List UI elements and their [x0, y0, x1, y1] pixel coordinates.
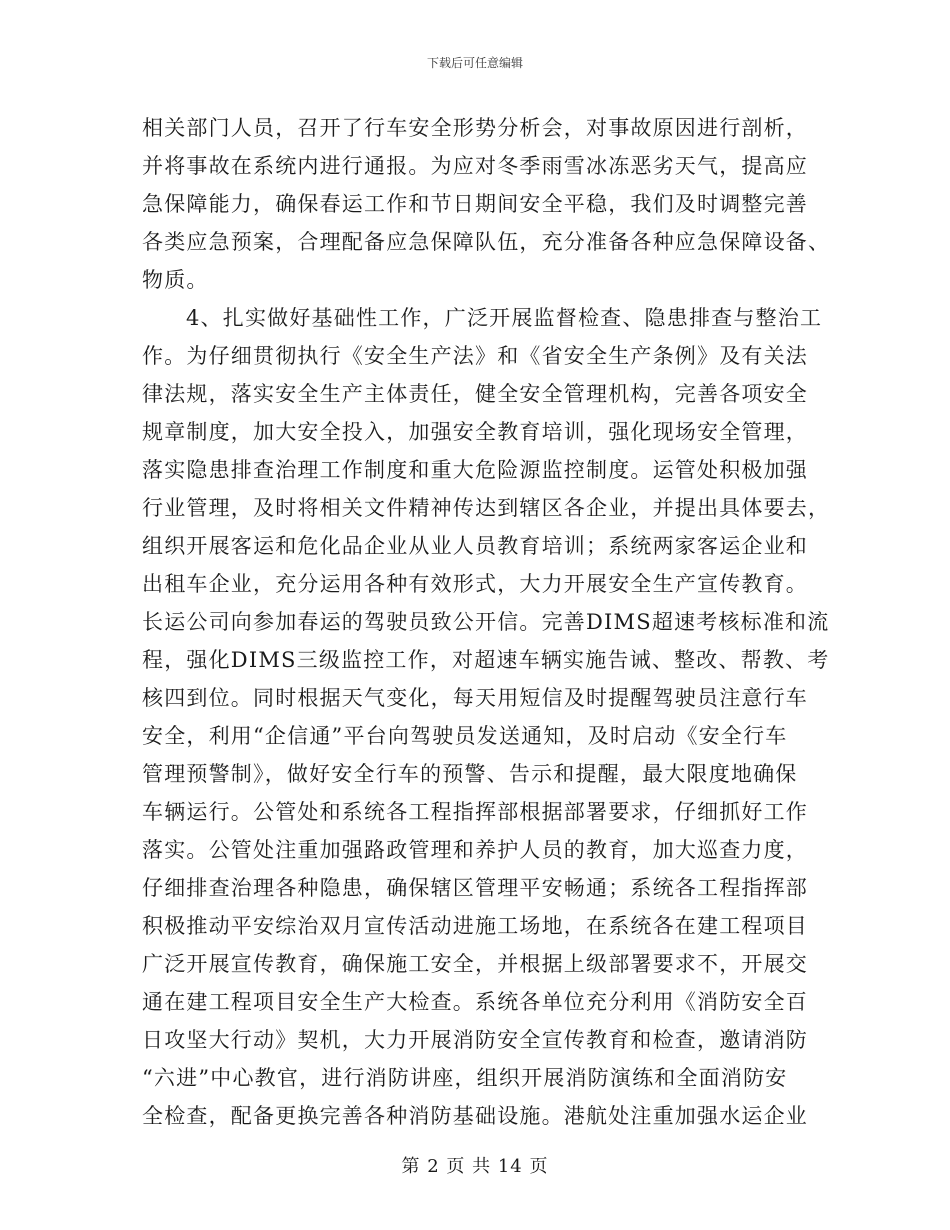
text-line: 行业管理，及时将相关文件精神传达到辖区各企业，并提出具体要去，	[142, 496, 831, 520]
text-line: 急保障能力，确保春运工作和节日期间安全平稳，我们及时调整完善	[142, 192, 808, 216]
text-line: 长运公司向参加春运的驾驶员致公开信。完善DIMS超速考核标准和流	[142, 610, 830, 634]
text-line: 安全，利用“企信通”平台向驾驶员发送通知，及时启动《安全行车	[142, 724, 788, 748]
text-line: 管理预警制》，做好安全行车的预警、告示和提醒，最大限度地确保	[142, 762, 798, 786]
document-body	[142, 109, 831, 1135]
text-line: 出租车企业，充分运用各种有效形式，大力开展安全生产宣传教育。	[142, 572, 808, 596]
text-line: 仔细排查治理各种隐患，确保辖区管理平安畅通；系统各工程指挥部	[142, 876, 808, 900]
text-line: 全检查，配备更换完善各种消防基础设施。港航处注重加强水运企业	[142, 1104, 808, 1128]
page-number: 第 2 页 共 14 页	[401, 1156, 549, 1177]
text-line: 规章制度，加大安全投入，加强安全教育培训，强化现场安全管理，	[142, 420, 808, 444]
text-line: 并将事故在系统内进行通报。为应对冬季雨雪冰冻恶劣天气，提高应	[142, 154, 808, 178]
text-line: 律法规，落实安全生产主体责任，健全安全管理机构，完善各项安全	[142, 382, 808, 406]
text-line: 车辆运行。公管处和系统各工程指挥部根据部署要求，仔细抓好工作	[142, 800, 808, 824]
text-line: 相关部门人员，召开了行车安全形势分析会，对事故原因进行剖析，	[142, 116, 808, 140]
paragraph-start-line: 4、扎实做好基础性工作，广泛开展监督检查、隐患排查与整治工	[186, 306, 823, 330]
text-line: 作。为仔细贯彻执行《安全生产法》和《省安全生产条例》及有关法	[142, 344, 808, 368]
text-line: “六进”中心教官，进行消防讲座，组织开展消防演练和全面消防安	[142, 1066, 788, 1090]
text-line: 落实。公管处注重加强路政管理和养护人员的教育，加大巡查力度，	[142, 838, 808, 862]
text-line: 通在建工程项目安全生产大检查。系统各单位充分利用《消防安全百	[142, 990, 808, 1014]
text-line: 核四到位。同时根据天气变化，每天用短信及时提醒驾驶员注意行车	[142, 686, 808, 710]
text-line: 日攻坚大行动》契机，大力开展消防安全宣传教育和检查，邀请消防	[142, 1028, 808, 1052]
text-line: 程，强化DIMS三级监控工作，对超速车辆实施告诫、整改、帮教、考	[142, 648, 830, 672]
text-line: 各类应急预案，合理配备应急保障队伍，充分准备各种应急保障设备、	[142, 230, 831, 254]
page-header-note: 下载后可任意编辑	[426, 56, 523, 70]
text-line: 组织开展客运和危化品企业从业人员教育培训；系统两家客运企业和	[142, 534, 808, 558]
text-line: 积极推动平安综治双月宣传活动进施工场地，在系统各在建工程项目	[142, 914, 808, 938]
text-line: 落实隐患排查治理工作制度和重大危险源监控制度。运管处积极加强	[142, 458, 808, 482]
text-line: 广泛开展宣传教育，确保施工安全，并根据上级部署要求不，开展交	[142, 952, 808, 976]
text-line: 物质。	[142, 268, 209, 292]
